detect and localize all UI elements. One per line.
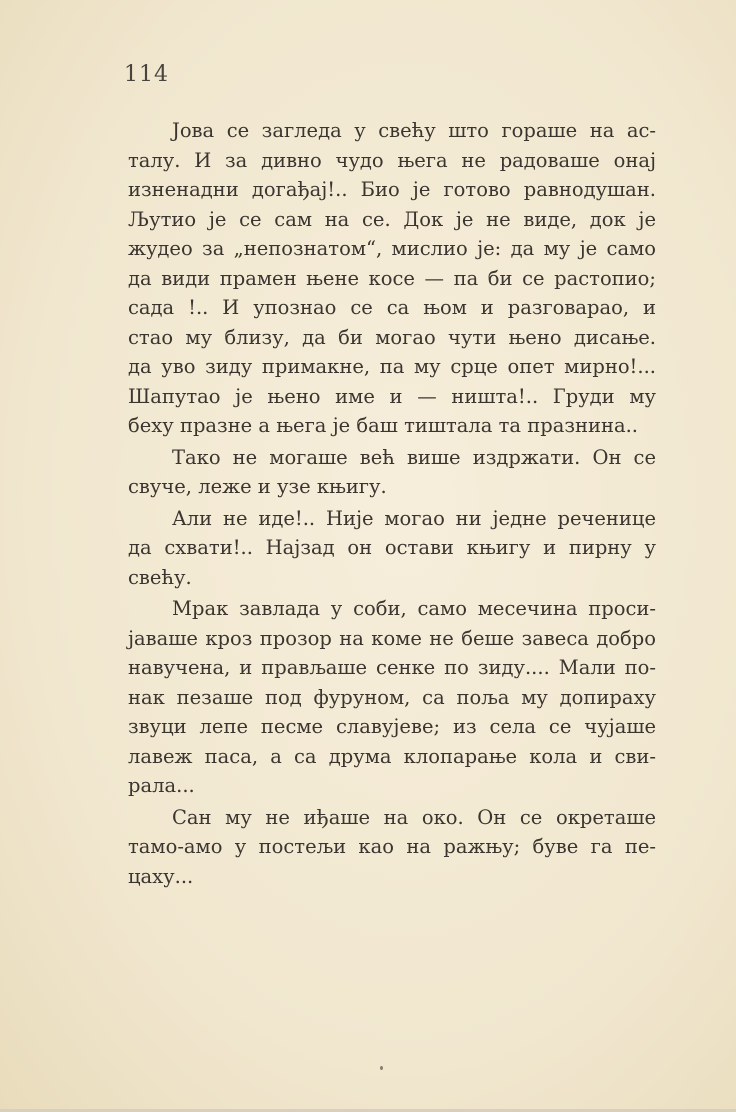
text-line: тамо-амо у постељи као на ражњу; буве га пе- (128, 835, 656, 858)
text-line: беху празне а њега је баш тиштала та празнина.. (128, 414, 638, 437)
paragraph (128, 116, 656, 441)
text-line: да схвати!.. Најзад он остави књигу и пирну у (128, 536, 656, 559)
text-line: звуци лепе песме славујеве; из села се чујаше (128, 715, 656, 738)
text-line: рала... (128, 774, 195, 797)
text-line: изненадни догађај!.. Био је готово равнодушан. (128, 178, 656, 201)
text-line: нак пезаше под фуруном, са поља му допираху (128, 685, 656, 709)
text-line: лавеж паса, а са друма клопарање кола и сви- (128, 744, 656, 768)
text-line: јаваше кроз прозор на коме не беше завеса добро (128, 626, 656, 650)
text-line: цаху... (128, 864, 194, 888)
text-line: сада !.. И упознао се са њом и разговарао, и (128, 296, 656, 319)
page-number: 114 (124, 62, 169, 87)
paper-speck (380, 1066, 383, 1070)
paragraph (128, 803, 656, 892)
paragraph (128, 443, 656, 502)
text-line: жудео за „непознатом“, мислио је: да му је само (128, 237, 656, 260)
text-line: Јова се загледа у свећу што гораше на ас- (172, 119, 656, 142)
text-line: талу. И за дивно чудо њега не радоваше онај (128, 148, 656, 172)
text-line: Тако не могаше већ више издржати. Он се (172, 445, 656, 469)
paragraph (128, 504, 656, 593)
text-line: свећу. (128, 565, 192, 589)
text-line: Мрак завлада у соби, само месечина проси- (172, 597, 656, 620)
text-line: свуче, леже и узе књигу. (128, 475, 387, 498)
text-line: навучена, и прављаше сенке по зиду.... Мали по- (128, 656, 656, 679)
text-line: Али не иде!.. Није могао ни једне реченице (172, 506, 656, 530)
text-line: да види прамен њене косе — па би се растопио; (128, 266, 656, 290)
text-line: Шапутао је њено име и — ништа!.. Груди му (128, 384, 656, 408)
text-line: стао му близу, да би могао чути њено дисање. (128, 325, 656, 349)
text-line: Љутио је се сам на се. Док је не виде, док је (128, 207, 656, 231)
text-line: Сан му не иђаше на око. Он се окреташе (172, 805, 656, 829)
paragraph (128, 594, 656, 801)
body-text (128, 116, 656, 891)
text-line: да уво зиду примакне, па му срце опет мирно!... (128, 355, 656, 378)
